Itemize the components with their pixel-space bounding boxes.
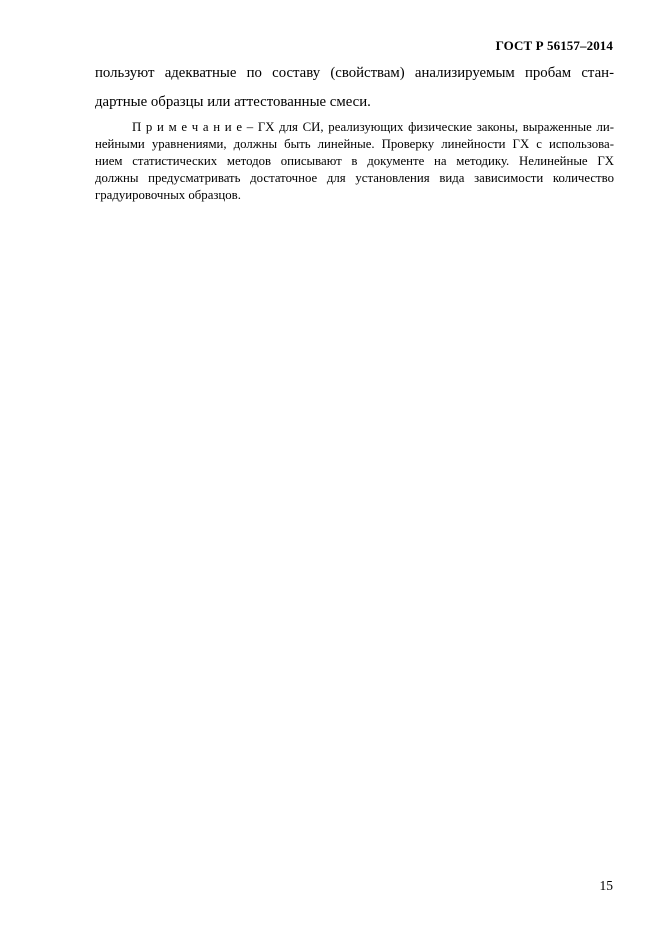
- note-first-line: [132, 118, 614, 136]
- standard-header: ГОСТ Р 56157–2014: [495, 38, 613, 53]
- note-line-5: градуировочных образцов.: [95, 188, 241, 202]
- note-first-line-text: – ГХ для СИ, реализующих физические законы, выраженные ли-: [242, 120, 614, 134]
- body-text-line-1: пользуют адекватные по составу (свойствам) анализируемым пробам стан-: [95, 65, 614, 81]
- note-line-4: должны предусматривать достаточное для установления вида зависимости количество: [95, 171, 614, 185]
- page-number: 15: [599, 878, 613, 893]
- body-text-line-2: дартные образцы или аттестованные смеси.: [95, 94, 371, 110]
- note-label: П р и м е ч а н и е: [132, 120, 243, 134]
- note-line-3: нием статистических методов описывают в документе на методику. Нелинейные ГХ: [95, 154, 614, 168]
- note-line-2: нейными уравнениями, должны быть линейные. Проверку линейности ГХ с использова-: [95, 137, 614, 151]
